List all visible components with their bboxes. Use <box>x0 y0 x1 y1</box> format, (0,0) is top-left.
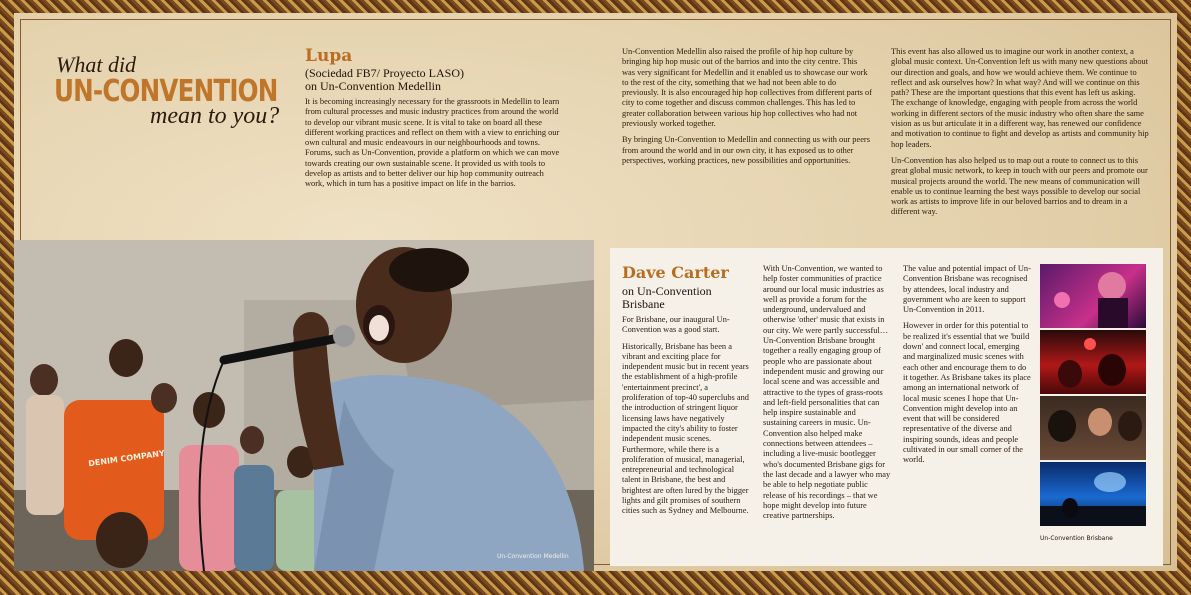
carter-col3-p2: However in order for this potential to be realized it's essential that we 'build down' and connect local, emerging and marginalized music scenes with each other and encourage them to do it together. As Brisbane takes its place among an international network of local music scenes I hope that Un-Convention might develop into an event that will be considered representative of the diverse and inspiring sounds, ideas and people cultivated in our small corner of the world. <box>903 321 1031 465</box>
thumb-caption: Un-Convention Brisbane <box>1040 535 1113 542</box>
lupa-on: on Un-Convention Medellin <box>305 79 441 93</box>
headline-line2: UN-CONVENTION <box>54 74 278 109</box>
carter-column-3 <box>903 264 1031 472</box>
carter-on-line2: Brisbane <box>622 297 665 311</box>
performer-photo-3 <box>1040 396 1146 460</box>
headline-line1: What did <box>56 52 137 77</box>
carter-column-1 <box>622 264 750 523</box>
brisbane-photo-2 <box>1040 330 1146 394</box>
photo-caption: Un-Convention Medellin <box>497 553 569 560</box>
lupa-org: (Sociedad FB7/ Proyecto LASO) <box>305 66 464 80</box>
medellin-column-2 <box>622 47 872 172</box>
shirt-text: DENIM COMPANY <box>87 448 166 469</box>
headline-line3: mean to you? <box>150 103 280 129</box>
brisbane-photo-4 <box>1040 462 1146 526</box>
carter-name: Dave Carter <box>622 263 729 282</box>
carter-on-line1: on Un-Convention <box>622 284 712 298</box>
lupa-body: It is becoming increasingly necessary for the grassroots in Medellin to learn from cultural processes and music industry practices from around the world to develop our vibrant music scene. It is vital to take on board all these different working practices and reflect on them with a view to enriching our own cultural and music endeavours in our neighbourhoods and towns. Forums, such as Un-Convention, provide a platform on which we can move towards creating our own sustainable scene. It provided us with tools to develop as artists and to better deliver our hip hop community outreach work, which in turn has a positive impact on life in the barrios. <box>305 97 560 189</box>
performer-photo-4 <box>1040 462 1146 526</box>
carter-column-2 <box>763 264 891 527</box>
brisbane-photo-3 <box>1040 396 1146 460</box>
brisbane-photo-1 <box>1040 264 1146 328</box>
medellin-column-3 <box>891 47 1149 224</box>
carter-col2: With Un-Convention, we wanted to help foster communities of practice around our local music industries as well as provide a forum for the underground, undervalued and otherwise 'other' music that exists in our city. We were partly successful… Un-Convention Brisbane brought together a really engaging group of people who are passionate about independent music and growing our local scene and was accessible and attractive to the types of grass-roots and left-field personalities that can help inspire sustainable and sustaining careers in music. Un-Convention also helped make connections between attendees – including a live-music bootlegger who's documented Brisbane gigs for the last decade and a lawyer who may be able to help negotiate public release of his recordings – that we hope might develop into future creative partnerships. <box>763 264 891 521</box>
medellin-col2-p1: Un-Convention Medellin also raised the profile of hip hop culture by bringing hip hop music out of the barrios and into the city centre. This was very significant for Medellin and it enabled us to showcase our work to the rest of the city, something that we had not been able to do previously. It is also encouraged hip hop collectives from different parts of city to come together and discuss common challenges. This has led to greater collaboration between various hip hop collectives who had not previously worked together. <box>622 47 873 129</box>
performer-photo-1 <box>1040 264 1146 328</box>
medellin-col2-p2: By bringing Un-Convention to Medellin and connecting us with our peers from around the world and in our own city, it has exposed us to other perspectives, working practices, new possibilities and opportunities. <box>622 135 870 165</box>
performer-photo-2 <box>1040 330 1146 394</box>
lupa-name: Lupa <box>305 46 353 66</box>
lupa-column <box>305 47 560 196</box>
carter-col3-p1: The value and potential impact of Un-Convention Brisbane was recognised by attendees, local industry and government who are keen to support Un-Convention in 2011. <box>903 264 1031 315</box>
rapper-photo-illustration <box>14 240 594 571</box>
rapper-photo <box>14 240 594 571</box>
carter-p2: Historically, Brisbane has been a vibrant and exciting place for independent music but in recent years the establishment of a high-profile 'entertainment precinct', a proliferation of top-40 superclubs and the introduction of stringent liquor licensing laws have negatively impacted the city's ability to foster independent music scenes. Furthermore, while there is a proliferation of musical, managerial, entrepreneurial and technological talent in Brisbane, the best and brightest are often lured by the bigger lights and gilt promises of southern cities such as Sydney and Melbourne. <box>622 341 749 516</box>
carter-p1: For Brisbane, our inaugural Un-Convention was a good start. <box>622 315 730 335</box>
medellin-col3-p2: Un-Convention has also helped us to map out a route to connect us to this great global music network, to keep in touch with our peers and promote our musical projects around the world. The new means of communication will enable us to continue learning the best ways possible to develop our social work as artists to improve life in our beloved barrios and to dream in a different way. <box>891 155 1148 217</box>
medellin-col3-p1: This event has also allowed us to imagine our work in another context, a global music context. Un-Convention left us with many new questions about our direction and goals, and how we would achieve them. We continue to reflect and ask ourselves how? In what way? And will we continue on this path? These are the important questions that this event has left us asking. The exchange of knowledge, engaging with people from across the world working in different sectors of the music industry who often share the same vision as us but articulate it in a different way, has renewed our confidence and motivation to continue to fight and develop as artists and community hip hop leaders. <box>891 47 1149 149</box>
